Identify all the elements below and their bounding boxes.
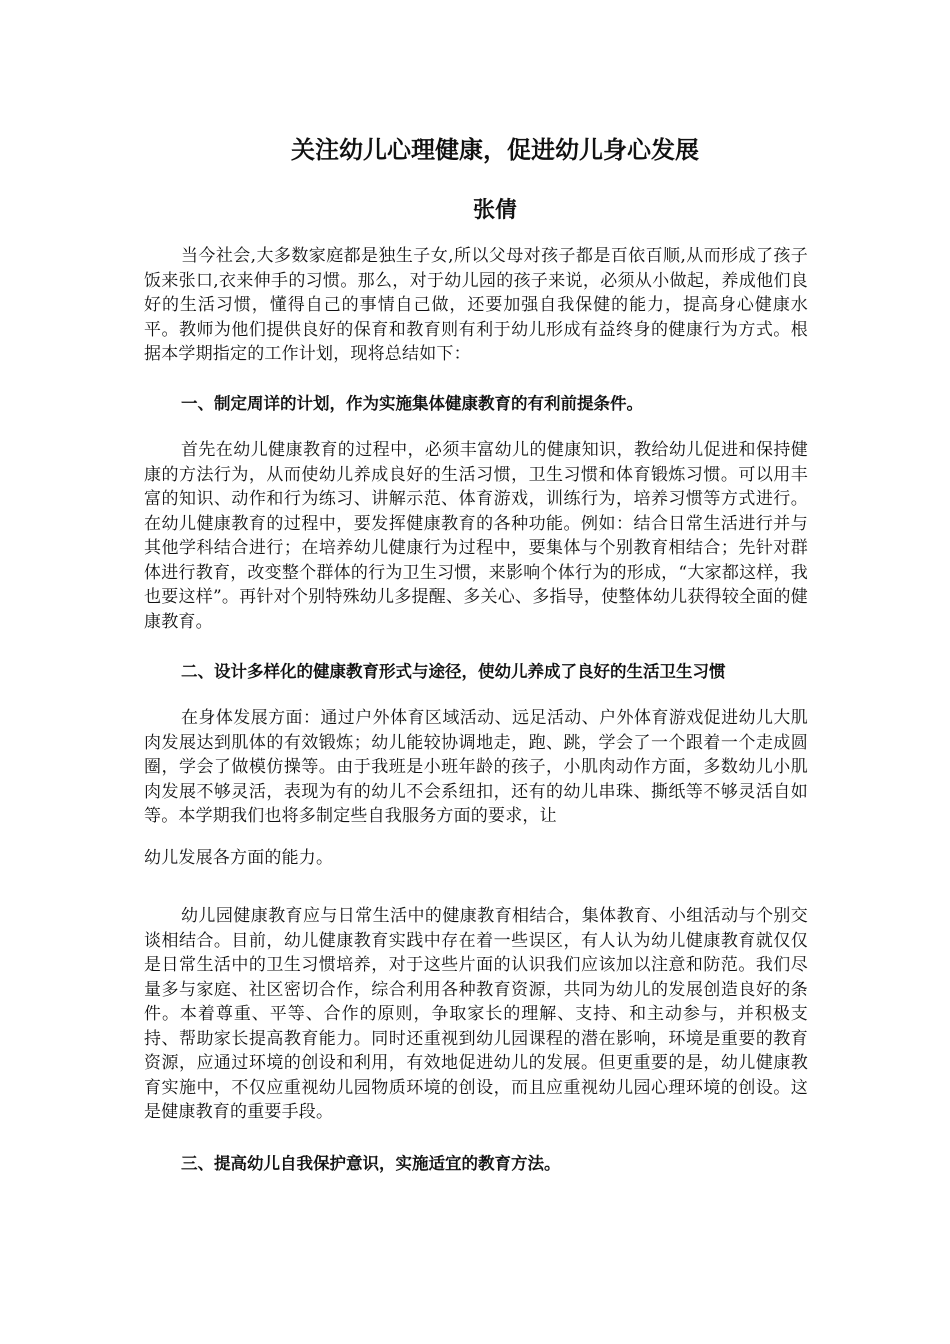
document-author: 张倩 bbox=[472, 198, 517, 223]
section-heading-2: 二、设计多样化的健康教育形式与途径，使幼儿养成了良好的生活卫生习惯 bbox=[181, 662, 726, 681]
section-heading-3: 三、提高幼儿自我保护意识，实施适宜的教育方法。 bbox=[181, 1154, 561, 1173]
document-title: 关注幼儿心理健康，促进幼儿身心发展 bbox=[291, 136, 699, 164]
section-2-paragraph-1: 在身体发展方面：通过户外体育区域活动、远足活动、户外体育游戏促进幼儿大肌肉发展达到肌体的有效锻炼；幼儿能较协调地走，跑、跳，学会了一个跟着一个走成圆圈，学会了做模仿操等。由于我班是小班年龄的孩子，小肌肉动作方面，多数幼儿小肌肉发展不够灵活，表现为有的幼儿不会系纽扣，还有的幼儿串珠、撕纸等不够灵活自如等。本学期我们也将多制定些自我服务方面的要求，让 bbox=[144, 708, 808, 826]
section-2-paragraph-1-tail: 幼儿发展各方面的能力。 bbox=[144, 848, 334, 868]
section-1-paragraph: 首先在幼儿健康教育的过程中，必须丰富幼儿的健康知识，教给幼儿促进和保持健康的方法行为，从而使幼儿养成良好的生活习惯，卫生习惯和体育锻炼习惯。可以用丰富的知识、动作和行为练习、讲解示范、体育游戏，训练行为，培养习惯等方式进行。在幼儿健康教育的过程中，要发挥健康教育的各种功能。例如：结合日常生活进行并与其他学科结合进行；在培养幼儿健康行为过程中，要集体与个别教育相结合；先针对群体进行教育，改变整个群体的行为卫生习惯，来影响个体行为的形成，“大家都这样，我也要这样”。再针对个别特殊幼儿多提醒、多关心、多指导，使整体幼儿获得较全面的健康教育。 bbox=[144, 440, 808, 632]
intro-paragraph: 当今社会,大多数家庭都是独生子女,所以父母对孩子都是百依百顺,从而形成了孩子饭来张口,衣来伸手的习惯。那么，对于幼儿园的孩子来说，必须从小做起，养成他们良好的生活习惯，懂得自己的事情自己做，还要加强自我保健的能力，提高身心健康水平。教师为他们提供良好的保育和教育则有利于幼儿形成有益终身的健康行为方式。根据本学期指定的工作计划，现将总结如下： bbox=[144, 246, 808, 364]
section-2-paragraph-2: 幼儿园健康教育应与日常生活中的健康教育相结合，集体教育、小组活动与个别交谈相结合。目前，幼儿健康教育实践中存在着一些误区，有人认为幼儿健康教育就仅仅是日常生活中的卫生习惯培养，对于这些片面的认识我们应该加以注意和防范。我们尽量多与家庭、社区密切合作，综合利用各种教育资源，共同为幼儿的发展创造良好的条件。本着尊重、平等、合作的原则，争取家长的理解、支持、和主动参与，并积极支持、帮助家长提高教育能力。同时还重视到幼儿园课程的潜在影响，环境是重要的教育资源，应通过环境的创设和利用，有效地促进幼儿的发展。但更重要的是，幼儿健康教育实施中，不仅应重视幼儿园物质环境的创设，而且应重视幼儿园心理环境的创设。这是健康教育的重要手段。 bbox=[144, 906, 808, 1122]
section-heading-1: 一、制定周详的计划，作为实施集体健康教育的有利前提条件。 bbox=[181, 394, 643, 413]
